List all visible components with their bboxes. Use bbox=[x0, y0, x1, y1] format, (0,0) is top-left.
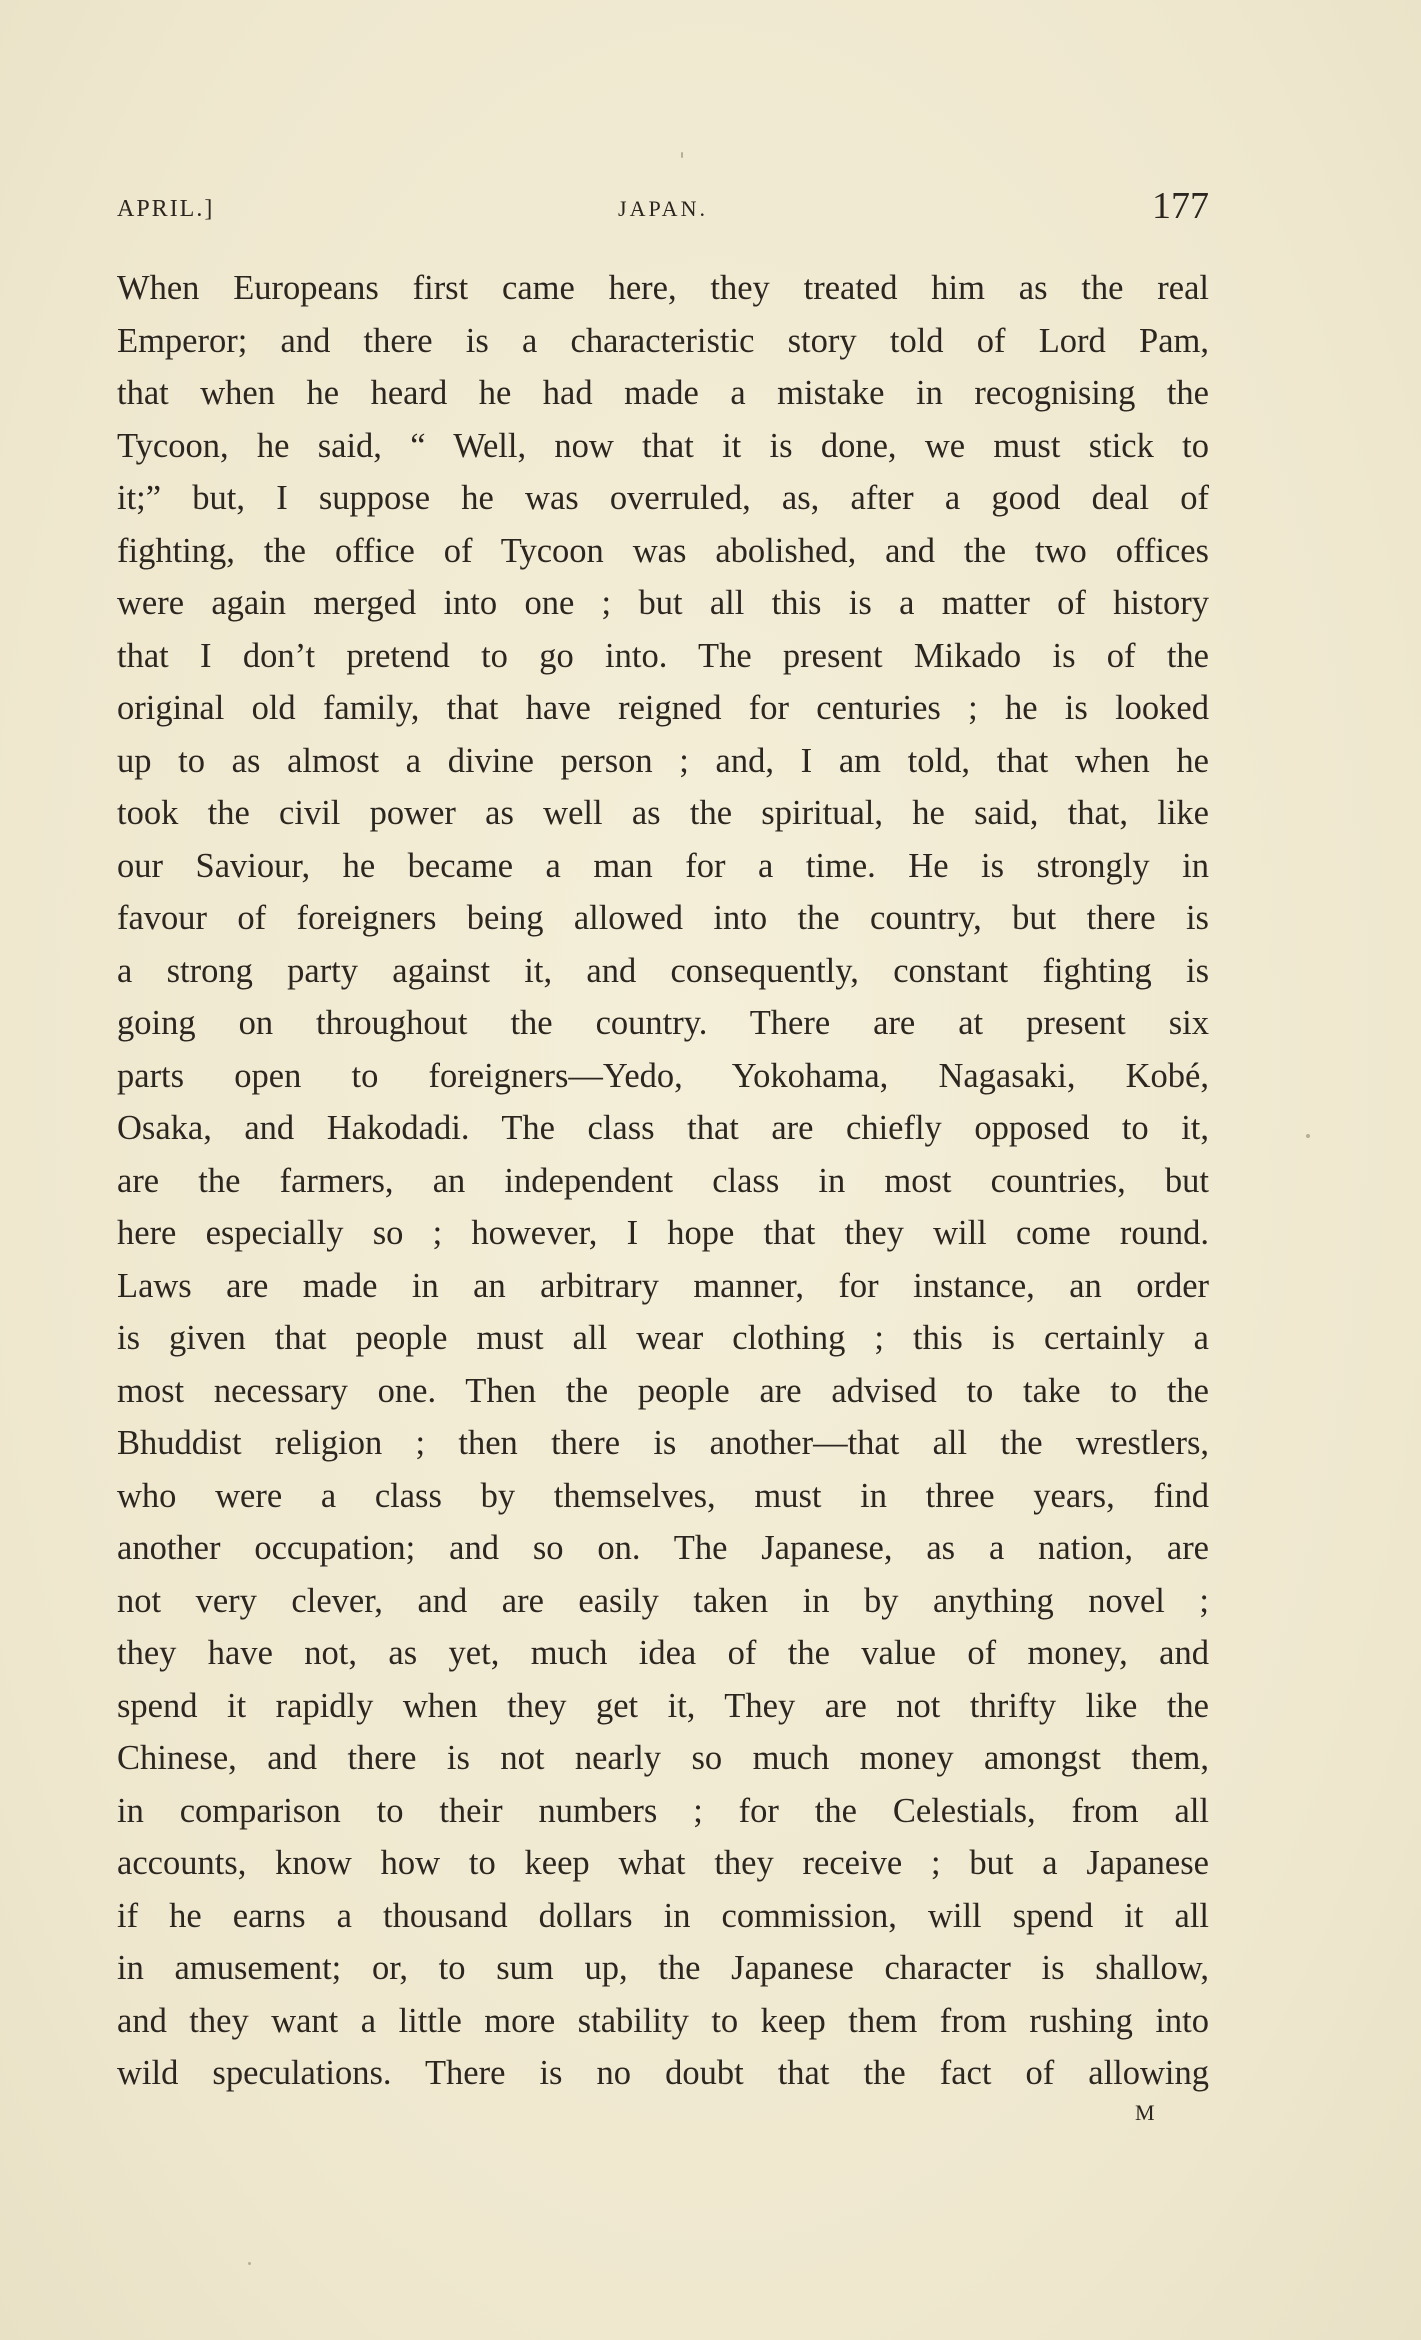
text-line: Laws are made in an arbitrary manner, for instance, an order bbox=[117, 1266, 1209, 1305]
text-line: here especially so ; however, I hope that they will come round. bbox=[117, 1214, 1209, 1252]
paper-speck bbox=[681, 152, 683, 158]
text-line: parts open to foreigners—Yedo, Yokohama, Nagasaki, Kobé, bbox=[117, 1056, 1209, 1095]
text-line: not very clever, and are easily taken in by anything novel ; bbox=[117, 1581, 1209, 1620]
paper-speck bbox=[1306, 1134, 1310, 1138]
page-header bbox=[117, 182, 1209, 242]
text-line: in amusement; or, to sum up, the Japanese character is shallow, bbox=[117, 1949, 1209, 1987]
text-line: that when he heard he had made a mistake in recognising the bbox=[117, 374, 1209, 412]
text-line: favour of foreigners being allowed into the country, but there is bbox=[117, 899, 1209, 937]
text-line: spend it rapidly when they get it, They are not thrifty like the bbox=[117, 1686, 1209, 1725]
running-head-left: APRIL.] bbox=[117, 196, 215, 222]
text-line: Tycoon, he said, “ Well, now that it is done, we must stick to bbox=[117, 426, 1209, 465]
page-number: 177 bbox=[1152, 185, 1209, 227]
text-line: fighting, the office of Tycoon was abolished, and the two offices bbox=[117, 531, 1209, 570]
text-line: original old family, that have reigned for centuries ; he is looked bbox=[117, 689, 1209, 727]
body-text bbox=[117, 262, 1209, 2100]
running-head-title: JAPAN. bbox=[618, 196, 708, 221]
paper-speck bbox=[248, 2262, 251, 2265]
text-line: wild speculations. There is no doubt that the fact of allowing bbox=[117, 2054, 1209, 2092]
text-line: our Saviour, he became a man for a time. He is strongly in bbox=[117, 846, 1209, 885]
text-line: going on throughout the country. There are at present six bbox=[117, 1004, 1209, 1042]
text-line: were again merged into one ; but all this is a matter of history bbox=[117, 584, 1209, 622]
text-line: that I don’t pretend to go into. The present Mikado is of the bbox=[117, 636, 1209, 675]
text-line: When Europeans first came here, they treated him as the real bbox=[117, 269, 1209, 307]
text-line: if he earns a thousand dollars in commission, will spend it all bbox=[117, 1896, 1209, 1935]
text-line: a strong party against it, and consequently, constant fighting is bbox=[117, 951, 1209, 990]
text-line: took the civil power as well as the spiritual, he said, that, like bbox=[117, 794, 1209, 832]
signature-mark: M bbox=[1135, 2100, 1156, 2125]
text-line: is given that people must all wear clothing ; this is certainly a bbox=[117, 1319, 1209, 1357]
text-line: most necessary one. Then the people are advised to take to the bbox=[117, 1371, 1209, 1410]
text-line: Emperor; and there is a characteristic story told of Lord Pam, bbox=[117, 321, 1209, 360]
text-line: Osaka, and Hakodadi. The class that are chiefly opposed to it, bbox=[117, 1109, 1209, 1147]
text-line: Chinese, and there is not nearly so much money amongst them, bbox=[117, 1739, 1209, 1777]
text-line: they have not, as yet, much idea of the value of money, and bbox=[117, 1634, 1209, 1672]
text-line: Bhuddist religion ; then there is another—that all the wrestlers, bbox=[117, 1424, 1209, 1462]
text-line: in comparison to their numbers ; for the Celestials, from all bbox=[117, 1791, 1209, 1830]
text-line: up to as almost a divine person ; and, I am told, that when he bbox=[117, 741, 1209, 780]
text-line: and they want a little more stability to keep them from rushing into bbox=[117, 2001, 1209, 2040]
text-line: another occupation; and so on. The Japanese, as a nation, are bbox=[117, 1529, 1209, 1567]
text-line: who were a class by themselves, must in three years, find bbox=[117, 1476, 1209, 1515]
text-line: accounts, know how to keep what they receive ; but a Japanese bbox=[117, 1844, 1209, 1882]
text-line: it;” but, I suppose he was overruled, as, after a good deal of bbox=[117, 479, 1209, 517]
text-line: are the farmers, an independent class in most countries, but bbox=[117, 1161, 1209, 1200]
